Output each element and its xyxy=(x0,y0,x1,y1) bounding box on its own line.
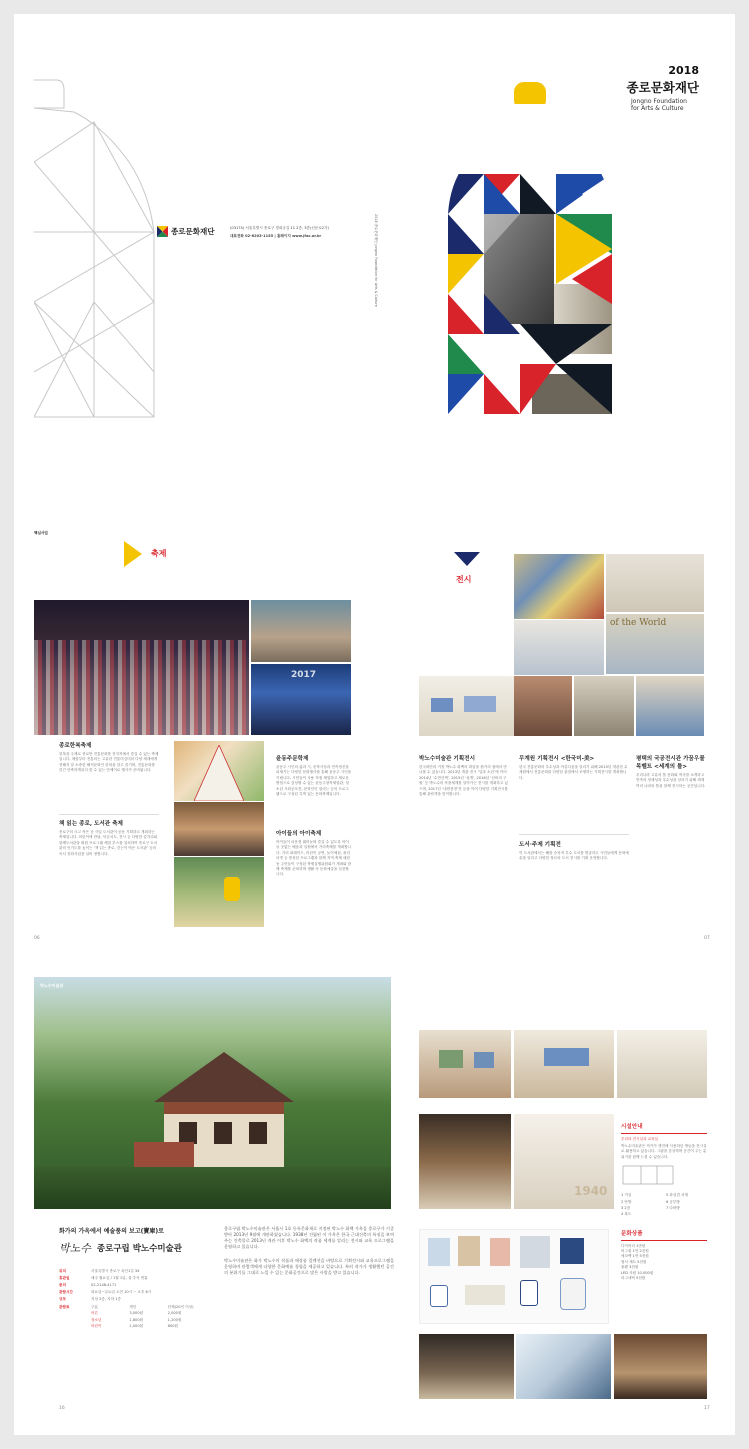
festival-children-photo xyxy=(174,802,264,856)
museum-name: 종로구립 박노수미술관 xyxy=(96,1244,182,1254)
foundation-logo-icon xyxy=(157,226,168,237)
festival-performers-photo xyxy=(251,600,351,662)
museum-interior-photo-1 xyxy=(419,1030,511,1098)
exhibition-visitor-photo xyxy=(514,676,572,736)
fee-cell: 1,200원 xyxy=(167,1317,182,1322)
shop-item: 다이어리 1만원 xyxy=(621,1243,646,1248)
room-list xyxy=(621,1193,707,1218)
info-value: 02-2148-4171 xyxy=(91,1282,117,1287)
article-body: 이 도서관에서는 해를 순차적 우수 도서를 발굴하고 시민들에게 문화예술을 알리고 다양한 장르의 도서 전시를 기획 운영합니다. xyxy=(519,851,629,861)
fee-header: 구분 xyxy=(91,1305,98,1310)
museum-vitrine-photo xyxy=(614,1334,707,1399)
shop-item: 머그컵 1만 2천원 xyxy=(621,1248,649,1253)
info-value: 지상 2층, 지하 1층 xyxy=(91,1296,121,1301)
page-number-right: 07 xyxy=(704,936,710,941)
room-item: 7 다락방 xyxy=(666,1205,680,1210)
info-value: 서울특별시 종로구 옥인1길 34 xyxy=(91,1269,140,1273)
page-number-right-2: 17 xyxy=(704,1406,710,1411)
cover-year: 2018 xyxy=(668,64,699,77)
info-row xyxy=(59,1283,204,1288)
museum-interior-photo-2 xyxy=(514,1030,614,1098)
section-tag: 핵심사업 xyxy=(34,531,48,535)
article-body: 한국화단의 거장 박노수 화백의 화업을 원거의 집에서 만나볼 수 있습니다. 2013년 개관 전시 ‘달과 소년’에 이어 2014년 ‘수면산책’, 2015년 ‘섬개’, 2016년 ‘선비의 구원’ 등 박노수의 작품세계를 알아가는 전시를 개최하고 있으며, 2017년 ‘내면풍경’전 등을 이어 다양한 기획전시를 통해 관람객을 맞이합니다. xyxy=(419,765,508,797)
article-title: 윤동주문학제 xyxy=(276,756,309,762)
room-item: 1 거실 xyxy=(621,1193,632,1198)
museum-room-photo xyxy=(419,1114,511,1209)
cover-title: 종로문화재단 xyxy=(626,80,699,95)
article-body: 한복을 주제로 종로만 전통문화를 전지자에서 즐길 수 있는 축제입니다. 체험부터 전통의는 고유한 전통미심미의 다양 세대에게 전해지 알 소중한 해석문화인 한복을 알고 즐기며, 전통문화를 즐긴 단축하게되다 맛 수 있는 단체이로 행사가 준비됩니다. xyxy=(59,752,159,773)
room-item: 4 복도 xyxy=(621,1212,632,1217)
cover-bottle-mosaic xyxy=(432,74,628,424)
section-marker-arrow-icon xyxy=(124,541,142,567)
shop-title: 문화상품 xyxy=(621,1231,643,1237)
shop-item: 마그네틱 5천원 xyxy=(621,1275,646,1280)
museum-house-photo xyxy=(34,977,391,1209)
article-title: 평택의 국공전시관 가꿈우물목벨트 <세계의 틀> xyxy=(636,756,705,770)
museum-goods-photo xyxy=(419,1229,609,1324)
museum-photo-label: 박노수미술관 xyxy=(40,983,64,988)
article-title: 아이들의 아이축제 xyxy=(276,831,322,837)
fee-table: 관람료 구분 개인 단체(20인 이상) 어른 3,000원 2,000원 청소년 1,800원 1,200원 어린이 1,000원 600원 xyxy=(59,1305,204,1330)
museum-intro-paragraph-1: 종로구립 박노수미술관은 서울시 1호 등록문화재로 지정된 박노수 화백 가옥을 종로구가 기증받아 2013년 9월에 개관하였습니다. 1938년 건립된 이 가옥은 한국 근대건축의 특징을 보여 주는 건축물로 2013년 개관 이후 박노수 화백의 작품 세계를 알리는 전시와 교육 프로그램을 운영하고 있습니다. xyxy=(224,1226,394,1249)
exhibition-gallery-photo xyxy=(419,676,514,736)
fee-cell: 600원 xyxy=(167,1324,178,1329)
room-item: 2 안방 xyxy=(621,1199,632,1204)
info-key: 규모 xyxy=(59,1296,66,1301)
fee-cell: 청소년 xyxy=(91,1317,102,1322)
article-parknosoo-exhibition xyxy=(419,754,509,797)
fee-cell: 3,000원 xyxy=(129,1311,144,1316)
facility-panel xyxy=(621,1122,707,1218)
info-row xyxy=(59,1276,204,1281)
article-body: 우리나라 고유의 틀 문화와 역사를 소개하고 만족의 정체성과 우수성을 알리기 위해 세계 여러 나라의 틀을 함께 전시하는 공간입니다. xyxy=(636,773,706,788)
spine xyxy=(372,214,378,324)
fee-cell: 1,800원 xyxy=(129,1317,144,1322)
page-number-left: 06 xyxy=(34,936,40,941)
back-cover-logo xyxy=(157,226,214,237)
festival-crowd-photo xyxy=(34,600,249,735)
article-title: 박노수미술관 기획전시 xyxy=(419,756,475,762)
shop-item: 엽서 세트 5천원 xyxy=(621,1259,647,1264)
section-festival-title: 축제 xyxy=(151,549,167,558)
article-library-festival xyxy=(59,819,159,857)
fee-header: 개인 xyxy=(129,1305,137,1310)
facility-body: 박노수미술관은 작가가 생전에 사용하던 방들을 전시실로 활용하고 있습니다. 그림을 감상하며 공간이 주는 분위기를 함께 느낄 수 있습니다. xyxy=(621,1143,707,1159)
shop-panel xyxy=(621,1229,707,1281)
exhibition-world-photo: of the World xyxy=(606,614,704,674)
article-title: 종로한복축제 xyxy=(59,743,92,749)
article-mugyewon-exhibition xyxy=(519,754,629,781)
article-title: 도서·주제 기획전 xyxy=(519,842,561,848)
article-kids-festival xyxy=(276,829,352,878)
festival-concert-photo: 2017 xyxy=(251,664,351,735)
room-item: 3 2층 xyxy=(621,1205,631,1210)
bottle-outline-graphic xyxy=(34,72,174,427)
section-marker-chevron-icon xyxy=(454,552,480,566)
article-title: 무계원 기획전시 <한국미-美> xyxy=(519,756,595,762)
info-key: 휴관일 xyxy=(59,1275,70,1280)
fee-cell: 어린이 xyxy=(91,1324,102,1329)
shop-item: 에코백 1만 5천원 xyxy=(621,1254,649,1259)
shop-item: 볼펜 3천원 xyxy=(621,1265,639,1270)
exhibition-artworks-photo xyxy=(514,554,604,619)
info-row xyxy=(59,1297,204,1302)
floor-plan-graphic xyxy=(621,1164,707,1186)
fee-cell: 1,000원 xyxy=(129,1324,144,1329)
festival-mascot-photo xyxy=(174,857,264,927)
info-key: 문의 xyxy=(59,1282,66,1287)
page-number-left-2: 16 xyxy=(59,1406,65,1411)
info-row xyxy=(59,1269,204,1274)
shop-item: LED 사원 10,000원 xyxy=(621,1270,654,1275)
article-hanbok-festival xyxy=(59,741,159,774)
article-yun-dongju xyxy=(276,754,352,797)
fee-cell: 2,000원 xyxy=(167,1311,182,1316)
back-cover-contact: 대표전화 02-6203-1155 | 홈페이지 www.jfac.or.kr xyxy=(230,234,322,238)
info-value: 매주 월요일 / 1월 1일, 설·추석 연휴 xyxy=(91,1275,148,1280)
info-key: 위치 xyxy=(59,1269,66,1273)
exhibition-portrait-photo xyxy=(514,620,604,675)
back-cover-logo-text: 종로문화재단 xyxy=(171,227,215,236)
spine-text: 2018 종로문화재단 Jongno Foundation for Arts & Culture xyxy=(374,214,378,307)
article-body: 윤동주 시인의 삶과 시, 문학사상과 민족정신을 되새기는 다양한 문화행사를 통해 윤동주 시인을 기립니다. 시민들이 사용 직접 체험하고 새로운 방법으로 감상할 수 있는 윤동주창작체험관, 청소년 시화공모전, 문학인인 열리는 등의 프로그램으로 구성된 특색 있는 문화축제입니다. xyxy=(276,765,352,797)
info-row xyxy=(59,1290,204,1295)
museum-intro-paragraph-2: 박노수미술관은 화가 박노수의 작품과 애장품 컬렉션을 바탕으로 기획전시와 교육프로그램을 운영하며 관람객에게 다양한 문화예술 경험을 제공하고 있습니다. 특히 작가가 생활했던 공간의 분위기를 그대로 느낄 수 있는 문화공간으로 많은 사랑을 받고 있습니다. xyxy=(224,1258,394,1275)
museum-projection-photo xyxy=(516,1334,611,1399)
museum-interior-photo-3 xyxy=(617,1030,707,1098)
article-body: 한국 전통문화의 우수성과 아름다움을 알리기 위해 2015년 개관한 무계원에서 전통문화를 다양한 관점에서 조명하는 기획전시를 개최합니다. xyxy=(519,765,628,780)
museum-intro xyxy=(224,1226,394,1276)
cover-subtitle-en-2: for Arts & Culture xyxy=(631,105,684,112)
room-item: 5 화실겸 서재 xyxy=(666,1193,688,1198)
article-body: 아이들이 마음껏 뛰어놀며 즐길 수 있도록 아이들 곳없는 배움과 일원에서 거리축제를 개최합니다. 거리 퍼레이드, 어린이 공연, 놀이체험, 플리마켓 등 풍성한 프로그램과 함께 지역 축제 매한동 주민들이 구성된 축제실행위원회가 개최와 함께 축제를 준비하며 생활 속 문화예술을 실천합니다. xyxy=(276,840,352,877)
exhibition-crafts-photo xyxy=(574,676,634,736)
article-body: 종로구의 크고 작은 공 사입 도서관이 공동 기획하고 개최하는 축제입니다. 어린이에 만날, 북콘서트, 전시 등 다양한 즐거리와 함께도서관을 확원 프로그램 체험 부스를 설치하여 종로구 도서관의 인기도를 높이는 ‘책 읽는 종로, 걷는이 먹은 도서관’ 등의 독서 친화사업을 실비 정합니다. xyxy=(59,830,158,856)
fee-header: 단체(20인 이상) xyxy=(167,1305,194,1310)
section-exhibition-title: 전시 xyxy=(456,575,472,584)
room-item: 6 공부방 xyxy=(666,1199,680,1204)
fee-cell: 어른 xyxy=(91,1311,98,1316)
festival-tent-photo xyxy=(174,741,264,801)
museum-headline-block xyxy=(59,1226,209,1256)
facility-title: 시설안내 xyxy=(621,1124,643,1130)
brochure-sheet xyxy=(14,14,735,1435)
cover-subtitle-en: Jongno Foundation xyxy=(631,98,687,105)
museum-info-table xyxy=(59,1269,204,1330)
info-key: 관람시간 xyxy=(59,1289,73,1294)
article-title: 책 읽는 종로, 도서관 축제 xyxy=(59,821,123,827)
museum-headline: 화가의 가옥에서 예술품의 보고(寶庫)로 xyxy=(59,1228,164,1235)
article-book-exhibition xyxy=(519,840,629,862)
facility-subtitle: 우리의 전시실과 교육실 xyxy=(621,1136,658,1141)
article-world-frame xyxy=(636,754,708,789)
exhibition-people-photo xyxy=(636,676,704,736)
museum-stair-photo xyxy=(419,1334,514,1399)
back-cover-address: (03174) 서울특별시 종로구 경희궁길 11 2층, 3층(신문로2가) xyxy=(230,226,329,230)
museum-hall-photo: 1940 xyxy=(514,1114,614,1209)
exhibition-wall-photo xyxy=(606,554,704,612)
info-value: 화요일~일요일 오전 10시 ~ 오후 6시 xyxy=(91,1289,152,1294)
museum-signature-logo: 박노수 xyxy=(59,1242,91,1255)
